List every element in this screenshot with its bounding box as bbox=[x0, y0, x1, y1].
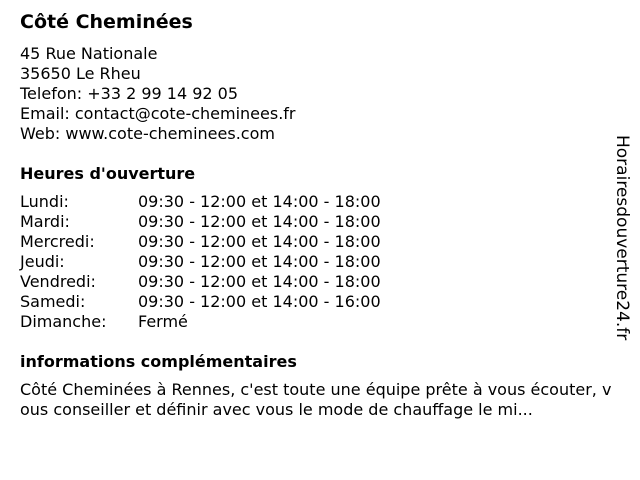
hours-time: 09:30 - 12:00 et 14:00 - 18:00 bbox=[138, 192, 381, 211]
hours-row bbox=[20, 272, 610, 292]
business-card bbox=[20, 10, 610, 420]
hours-time: Fermé bbox=[138, 312, 188, 331]
hours-row bbox=[20, 312, 610, 332]
email-line: Email: contact@cote-cheminees.fr bbox=[20, 104, 296, 123]
hours-day: Mardi: bbox=[20, 212, 70, 231]
web-line: Web: www.cote-cheminees.com bbox=[20, 124, 275, 143]
address-line-2: 35650 Le Rheu bbox=[20, 64, 141, 83]
site-watermark: Horairesdouverture24.fr bbox=[612, 135, 632, 341]
hours-day: Dimanche: bbox=[20, 312, 107, 331]
hours-day: Lundi: bbox=[20, 192, 69, 211]
additional-info-text: Côté Cheminées à Rennes, c'est toute une équipe prête à vous écouter, vous conseiller et définir avec vous le mode de chauffage le mi... bbox=[20, 380, 612, 419]
hours-day: Jeudi: bbox=[20, 252, 65, 271]
phone-line: Telefon: +33 2 99 14 92 05 bbox=[20, 84, 239, 103]
hours-day: Vendredi: bbox=[20, 272, 96, 291]
hours-row bbox=[20, 232, 610, 252]
hours-time: 09:30 - 12:00 et 14:00 - 18:00 bbox=[138, 212, 381, 231]
hours-row bbox=[20, 292, 610, 312]
address-line-1: 45 Rue Nationale bbox=[20, 44, 158, 63]
hours-row bbox=[20, 192, 610, 212]
hours-day: Samedi: bbox=[20, 292, 86, 311]
hours-day: Mercredi: bbox=[20, 232, 95, 251]
hours-row bbox=[20, 212, 610, 232]
hours-time: 09:30 - 12:00 et 14:00 - 18:00 bbox=[138, 252, 381, 271]
hours-time: 09:30 - 12:00 et 14:00 - 16:00 bbox=[138, 292, 381, 311]
additional-info-heading: informations complémentaires bbox=[20, 352, 297, 371]
hours-row bbox=[20, 252, 610, 272]
opening-hours-table bbox=[20, 192, 610, 332]
hours-time: 09:30 - 12:00 et 14:00 - 18:00 bbox=[138, 272, 381, 291]
opening-hours-heading: Heures d'ouverture bbox=[20, 164, 196, 183]
hours-time: 09:30 - 12:00 et 14:00 - 18:00 bbox=[138, 232, 381, 251]
business-name: Côté Cheminées bbox=[20, 11, 193, 33]
